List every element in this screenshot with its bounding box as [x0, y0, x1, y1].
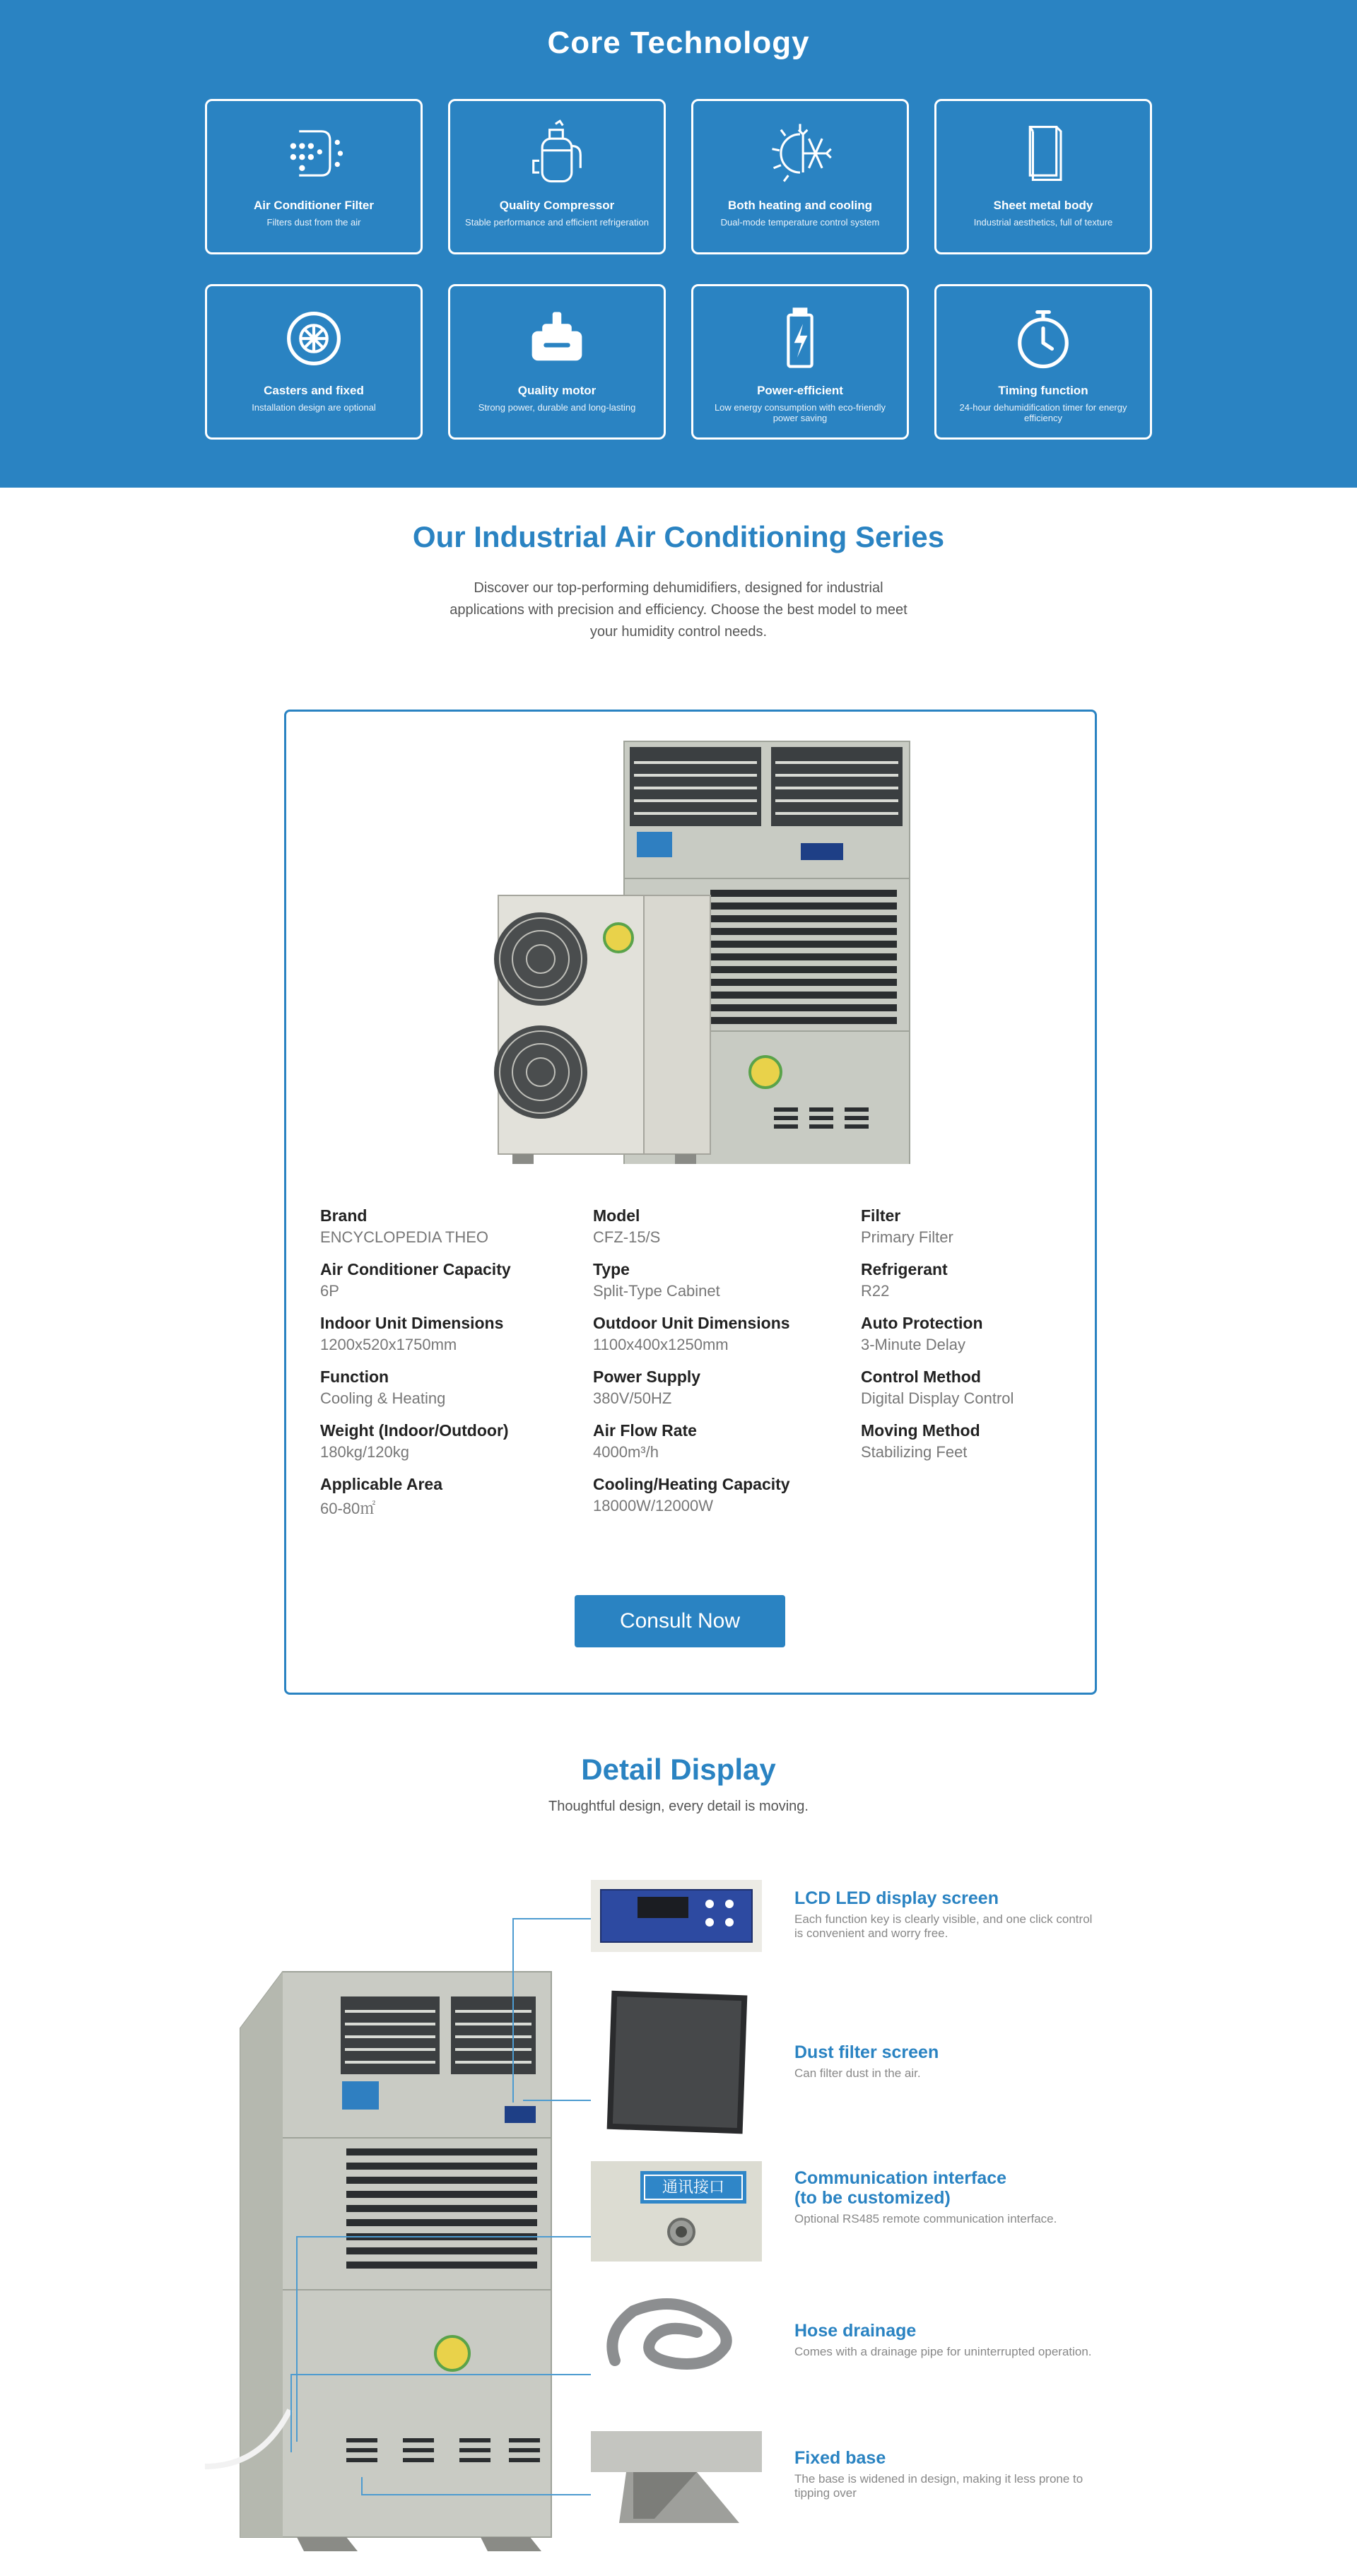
detail-item-title: LCD LED display screen: [794, 1888, 999, 1908]
detail-item-interface: [794, 2168, 1098, 2226]
detail-title: Detail Display: [581, 1753, 776, 1786]
spec-weight: [320, 1421, 582, 1462]
feature-desc: Stable performance and efficient refrigeration: [465, 217, 649, 228]
spec-label: Outdoor Unit Dimensions: [593, 1314, 790, 1332]
feature-desc: Strong power, durable and long-lasting: [478, 402, 636, 413]
spec-power-supply: [593, 1368, 854, 1408]
spec-value: 60-80㎡: [320, 1500, 376, 1517]
feature-card-casters: [205, 284, 423, 440]
hose-drainage-thumbnail: [591, 2290, 762, 2375]
feature-desc: 24-hour dehumidification timer for energy efficiency: [959, 402, 1127, 423]
dehumidifier-unit-image: [177, 1958, 572, 2558]
communication-interface-image: [591, 2161, 762, 2262]
feature-desc: Dual-mode temperature control system: [720, 217, 880, 228]
spec-label: Cooling/Heating Capacity: [593, 1475, 790, 1493]
split-air-conditioner-image: [477, 726, 915, 1164]
spec-value: 4000m³/h: [593, 1443, 659, 1461]
battery-bolt-icon: [763, 302, 837, 375]
detail-subtitle: Thoughtful design, every detail is moving.: [548, 1799, 809, 1814]
feature-card-filter: [205, 99, 423, 254]
spec-label: Indoor Unit Dimensions: [320, 1314, 504, 1332]
spec-value: Stabilizing Feet: [861, 1443, 968, 1461]
spec-indoor-dimensions: [320, 1314, 582, 1354]
detail-item-filter: [794, 2042, 1098, 2081]
spec-label: Function: [320, 1368, 389, 1386]
spec-label: Type: [593, 1260, 630, 1278]
detail-item-desc: Can filter dust in the air.: [794, 2066, 921, 2080]
feature-card-heat-cool: [691, 99, 909, 254]
feature-card-compressor: [448, 99, 666, 254]
spec-label: Model: [593, 1206, 640, 1225]
filter-icon: [277, 117, 351, 190]
stopwatch-icon: [1006, 302, 1080, 375]
spec-model: [593, 1206, 854, 1247]
spec-value: R22: [861, 1282, 890, 1300]
core-technology-section: [0, 0, 1357, 488]
detail-item-title: Hose drainage: [794, 2321, 917, 2341]
detail-item-hose: [794, 2321, 1098, 2359]
spec-label: Air Flow Rate: [593, 1421, 697, 1440]
spec-label: Filter: [861, 1206, 901, 1225]
spec-label: Control Method: [861, 1368, 981, 1386]
communication-interface-thumbnail: [591, 2161, 762, 2262]
spec-label: Applicable Area: [320, 1475, 442, 1493]
interface-sign-text: 通讯接口: [662, 2179, 725, 2196]
spec-value: Digital Display Control: [861, 1389, 1014, 1407]
detail-item-desc: Each function key is clearly visible, and one click control is convenient and worry free.: [794, 1912, 1093, 1940]
series-title: Our Industrial Air Conditioning Series: [412, 520, 945, 553]
feature-card-timer: [934, 284, 1152, 440]
feature-title: Timing function: [998, 384, 1088, 397]
feature-card-power: [691, 284, 909, 440]
spec-value: 380V/50HZ: [593, 1389, 672, 1407]
spec-value: 18000W/12000W: [593, 1497, 713, 1515]
dust-filter-image: [591, 1987, 762, 2136]
spec-auto-protection: [861, 1314, 1122, 1354]
spec-value: 1100x400x1250mm: [593, 1336, 729, 1353]
detail-item-desc: Optional RS485 remote communication interface.: [794, 2212, 1057, 2225]
spec-function: [320, 1368, 582, 1408]
feature-desc: Installation design are optional: [252, 402, 376, 413]
spec-capacity: [320, 1260, 582, 1300]
fixed-base-thumbnail: [591, 2431, 762, 2523]
spec-label: Refrigerant: [861, 1260, 948, 1278]
spec-label: Air Conditioner Capacity: [320, 1260, 511, 1278]
feature-desc: Industrial aesthetics, full of texture: [973, 217, 1113, 228]
spec-air-flow: [593, 1421, 854, 1462]
feature-title: Casters and fixed: [264, 384, 364, 397]
spec-label: Moving Method: [861, 1421, 980, 1440]
spec-refrigerant: [861, 1260, 1122, 1300]
spec-value: CFZ-15/S: [593, 1228, 661, 1246]
cabinet-icon: [1006, 117, 1080, 190]
drainage-hose-image: [591, 2290, 762, 2375]
feature-card-motor: [448, 284, 666, 440]
detail-item-title: Fixed base: [794, 2448, 886, 2468]
spec-value: 3-Minute Delay: [861, 1336, 965, 1353]
spec-brand: [320, 1206, 582, 1247]
spec-label: Brand: [320, 1206, 368, 1225]
feature-title: Power-efficient: [757, 384, 843, 397]
detail-item-title: Communication interface (to be customized): [794, 2168, 1007, 2208]
spec-value: 6P: [320, 1282, 339, 1300]
spec-value: Cooling & Heating: [320, 1389, 446, 1407]
feature-title: Quality Compressor: [499, 199, 615, 212]
spec-cooling-heating: [593, 1475, 854, 1515]
compressor-icon: [520, 117, 594, 190]
detail-item-title: Dust filter screen: [794, 2042, 939, 2062]
spec-value: Split-Type Cabinet: [593, 1282, 720, 1300]
product-card: [284, 710, 1097, 1695]
spec-value: ENCYCLOPEDIA THEO: [320, 1228, 488, 1246]
spec-applicable-area: [320, 1475, 582, 1519]
feature-card-sheet-metal: [934, 99, 1152, 254]
spec-type: [593, 1260, 854, 1300]
core-technology-title: Core Technology: [547, 25, 810, 60]
detail-item-desc: Comes with a drainage pipe for uninterrupted operation.: [794, 2345, 1092, 2358]
spec-label: Weight (Indoor/Outdoor): [320, 1421, 509, 1440]
caster-wheel-icon: [277, 302, 351, 375]
spec-filter: [861, 1206, 1122, 1247]
feature-desc: Low energy consumption with eco-friendly power saving: [714, 402, 886, 423]
sun-snowflake-icon: [763, 117, 837, 190]
detail-item-desc: The base is widened in design, making it less prone to tipping over: [794, 2472, 1083, 2500]
motor-icon: [520, 302, 594, 375]
feature-title: Sheet metal body: [993, 199, 1093, 212]
series-intro: Discover our top-performing dehumidifiers, designed for industrial applications with precision and efficiency. Choose the best model to meet your humidity control needs.: [450, 580, 907, 640]
fixed-base-image: [591, 2431, 762, 2523]
spec-value: Primary Filter: [861, 1228, 953, 1246]
detail-item-base: [794, 2448, 1098, 2500]
spec-value: 1200x520x1750mm: [320, 1336, 457, 1353]
feature-title: Both heating and cooling: [728, 199, 872, 212]
spec-control-method: [861, 1368, 1122, 1408]
spec-moving-method: [861, 1421, 1122, 1462]
lcd-display-image: [591, 1880, 762, 1952]
spec-outdoor-dimensions: [593, 1314, 854, 1354]
feature-title: Quality motor: [517, 384, 597, 397]
consult-now-button[interactable]: Consult Now: [575, 1595, 785, 1647]
lcd-display-thumbnail: [591, 1880, 762, 1952]
detail-item-lcd: [794, 1888, 1098, 1941]
spec-label: Auto Protection: [861, 1314, 983, 1332]
feature-title: Air Conditioner Filter: [254, 199, 374, 212]
dust-filter-thumbnail: [591, 1987, 762, 2136]
feature-desc: Filters dust from the air: [266, 217, 361, 228]
spec-value: 180kg/120kg: [320, 1443, 409, 1461]
spec-label: Power Supply: [593, 1368, 701, 1386]
